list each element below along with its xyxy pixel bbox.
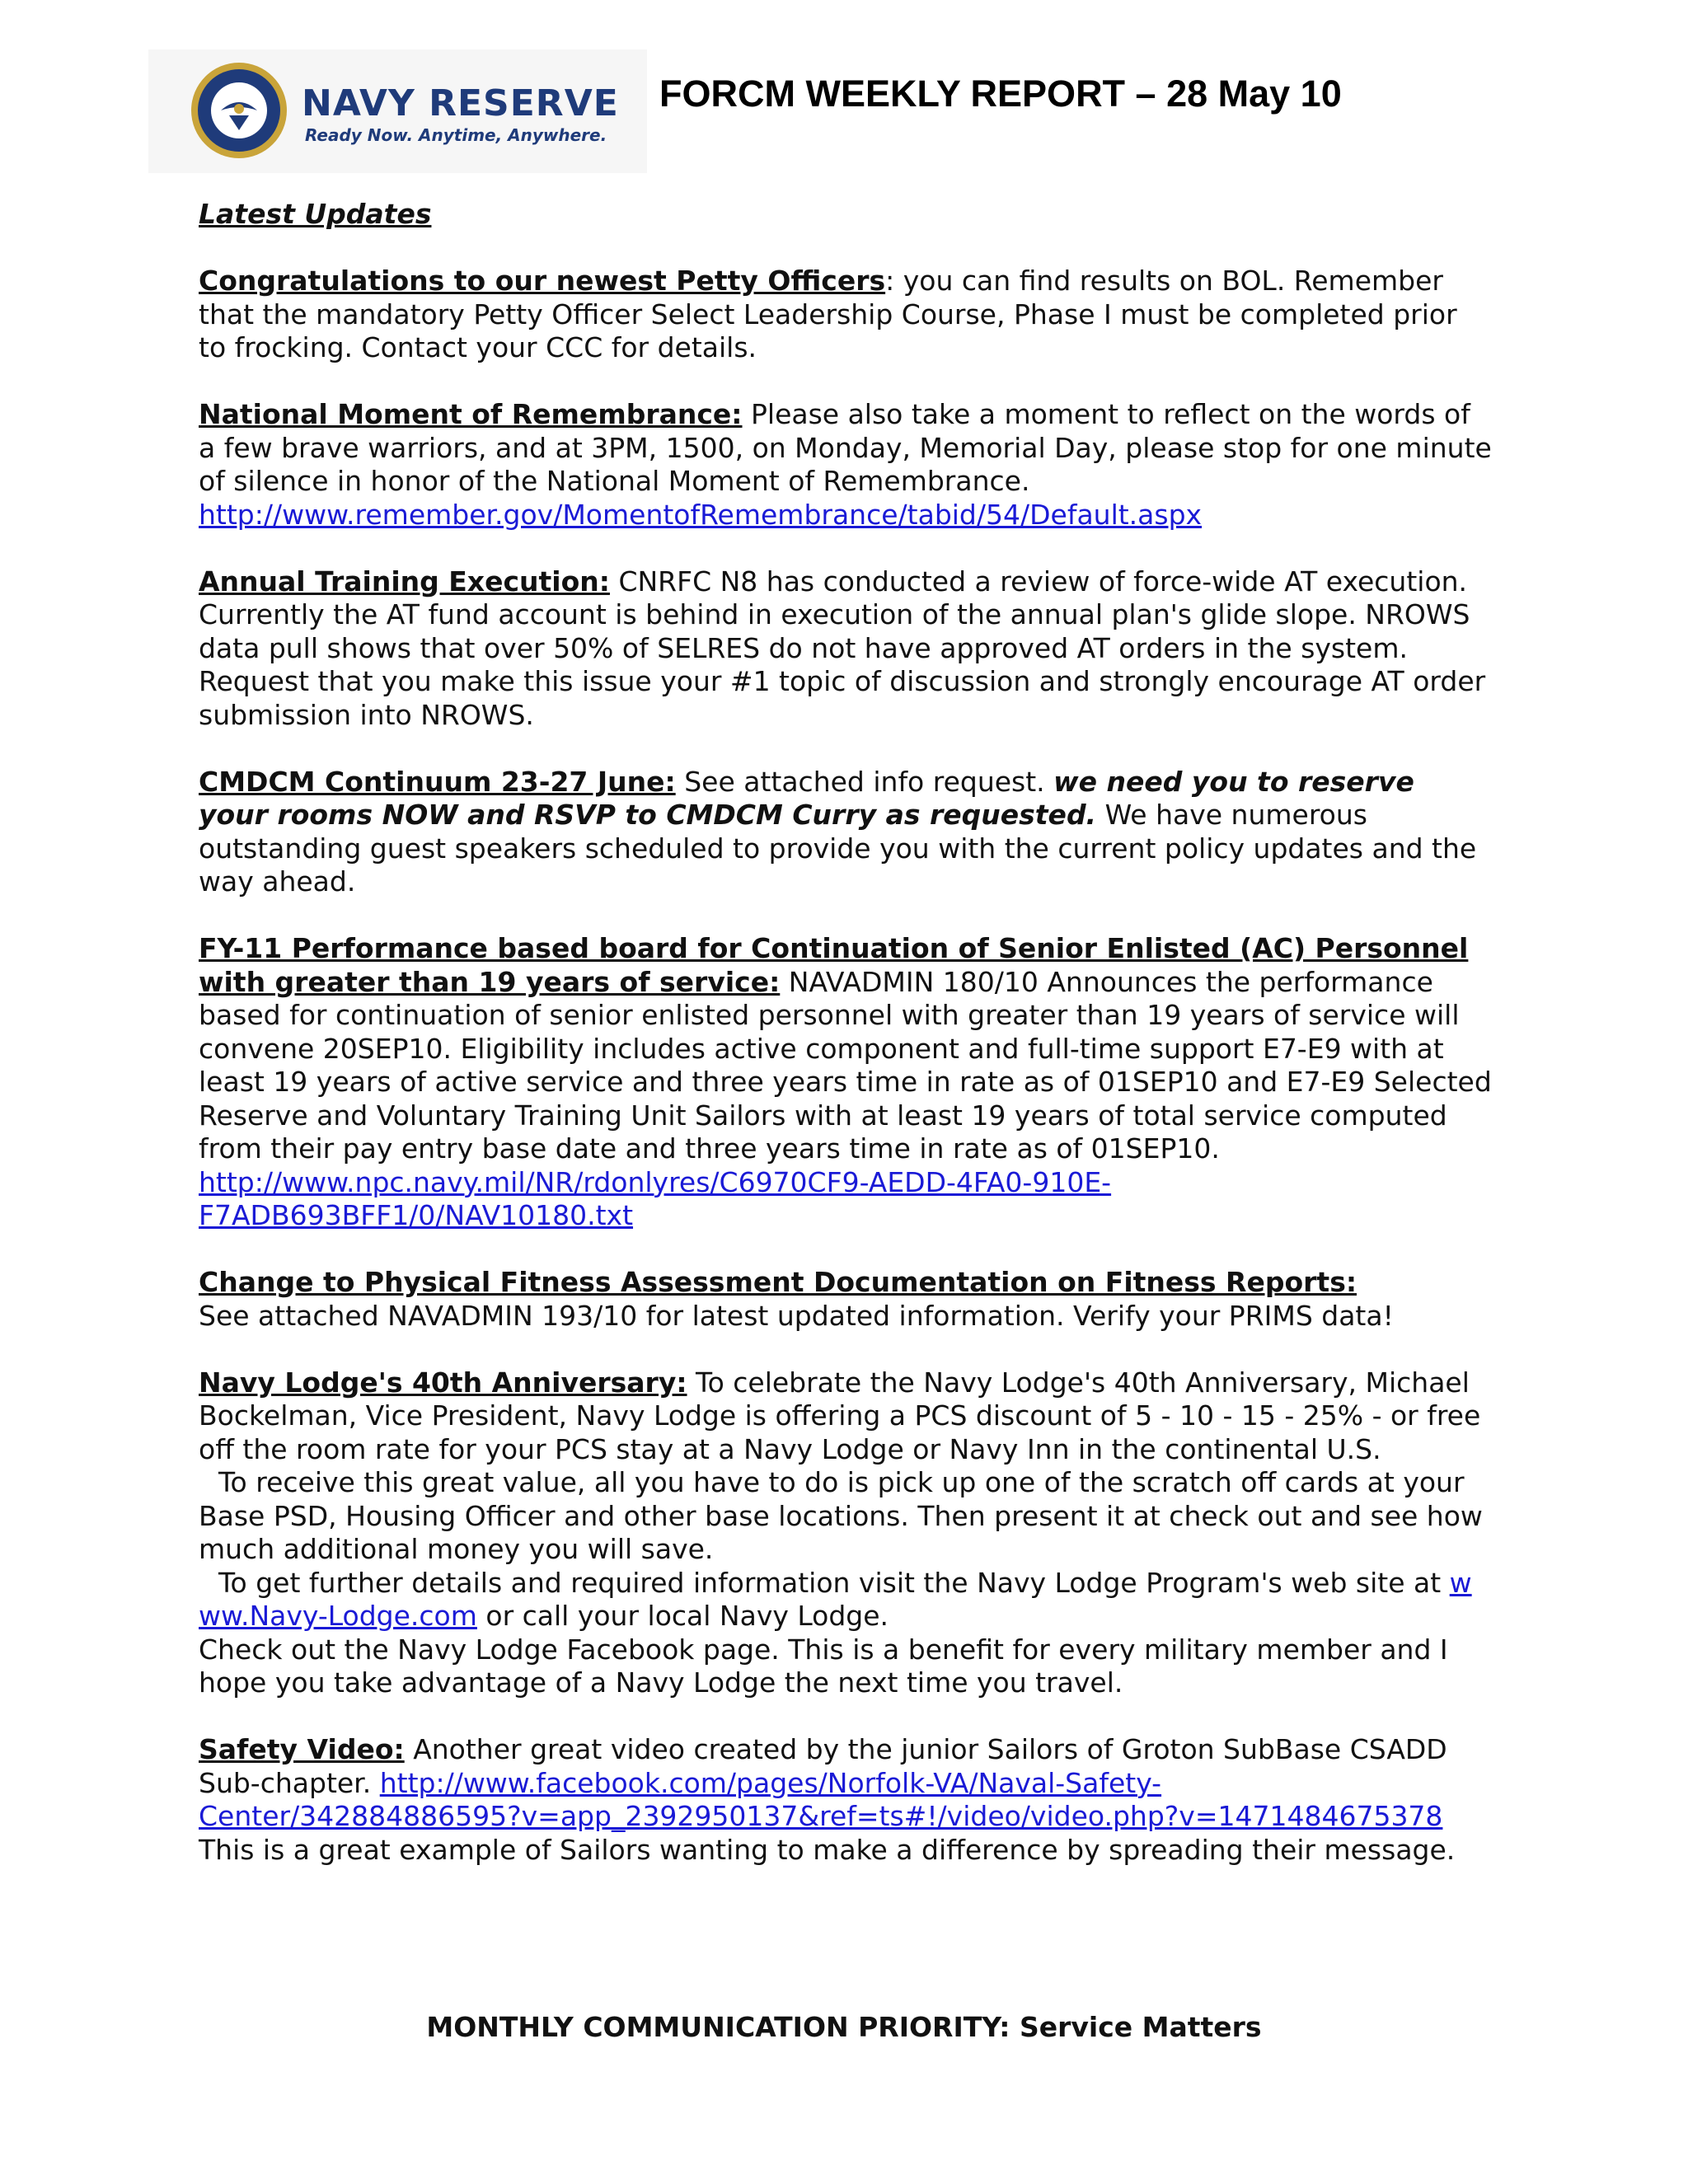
pfa-body: See attached NAVADMIN 193/10 for latest updated information. Verify your PRIMS data! [199, 1299, 1394, 1332]
remembrance-heading: National Moment of Remembrance: [199, 398, 743, 430]
training-heading: Annual Training Execution: [199, 565, 610, 598]
safety-paragraph [199, 1733, 1493, 1867]
safety-link-line-1[interactable]: http://www.facebook.com/pages/Norfolk-VA/Naval-Safety- [379, 1766, 1162, 1799]
fy11-body: NAVADMIN 180/10 Announces the performance based for continuation of senior enlisted personnel with greater than 19 years of service will convene 20SEP10. Eligibility includes active component and full-time support E7-E9 with at least 19 years of active service and three years time in rate as of 01SEP10 and E7-E9 Selected Reserve and Voluntary Training Unit Sailors with at least 19 years of total service computed from their pay entry base date and three years time in rate as of 01SEP10. [199, 965, 1492, 1165]
lodge-link[interactable]: www.Navy-Lodge.com [199, 1566, 1472, 1632]
section-title: Latest Updates [199, 198, 432, 230]
cmdcm-paragraph [199, 766, 1493, 899]
report-body [199, 198, 1493, 1900]
safety-body-1: Another great video created by the junior Sailors of Groton SubBase CSADD Sub-chapter. [199, 1733, 1447, 1799]
logo-title: NAVY RESERVE [302, 82, 619, 124]
lodge-body-2: To receive this great value, all you have to do is pick up one of the scratch off cards at your Base PSD, Housing Officer and other base locations. Then present it at check out and see how much additional money you will save. [199, 1466, 1483, 1565]
training-body: CNRFC N8 has conducted a review of force-wide AT execution. Currently the AT fund account is behind in execution of the annual plan's glide slope. NROWS data pull shows that over 50% of SELRES do not have approved AT orders in the system. Request that you make this issue your #1 topic of discussion and strongly encourage AT order submission into NROWS. [199, 565, 1486, 731]
congrats-heading: Congratulations to our newest Petty Officers [199, 265, 886, 297]
footer-priority: MONTHLY COMMUNICATION PRIORITY: Service Matters [426, 2011, 1262, 2043]
safety-heading: Safety Video: [199, 1733, 405, 1765]
cmdcm-heading: CMDCM Continuum 23-27 June: [199, 765, 676, 798]
lodge-body-5: Check out the Navy Lodge Facebook page. This is a benefit for every military member and I hope you take advantage of a Navy Lodge the next time you travel. [199, 1633, 1448, 1699]
navy-reserve-logo [148, 49, 647, 173]
logo-tagline: Ready Now. Anytime, Anywhere. [305, 125, 607, 145]
navy-seal-icon [190, 61, 288, 160]
fy11-heading: FY-11 Performance based board for Continuation of Senior Enlisted (AC) Personnel with greater than 19 years of service: [199, 932, 1469, 998]
lodge-heading: Navy Lodge's 40th Anniversary: [199, 1366, 687, 1399]
fy11-link-line-1[interactable]: http://www.npc.navy.mil/NR/rdonlyres/C6970CF9-AEDD-4FA0-910E- [199, 1165, 1112, 1198]
cmdcm-emphasis: we need you to reserve your rooms NOW and RSVP to CMDCM Curry as requested. [199, 765, 1414, 831]
cmdcm-body-2: We have numerous outstanding guest speakers scheduled to provide you with the current policy updates and the way ahead. [199, 799, 1477, 898]
lodge-body-3: To get further details and required information visit the Navy Lodge Program's web site at [218, 1566, 1450, 1599]
safety-link-line-2[interactable]: Center/342884886595?v=app_2392950137&ref=ts#!/video/video.php?v=1471484675378 [199, 1800, 1443, 1832]
fy11-paragraph [199, 932, 1493, 1233]
cmdcm-body-1: See attached info request. [675, 765, 1054, 798]
lodge-paragraph [199, 1366, 1493, 1700]
pfa-paragraph [199, 1266, 1493, 1333]
fy11-link-line-2[interactable]: F7ADB693BFF1/0/NAV10180.txt [199, 1199, 634, 1231]
congrats-body: : you can find results on BOL. Remember that the mandatory Petty Officer Select Leadership Course, Phase I must be completed prior to frocking. Contact your CCC for details. [199, 265, 1457, 363]
congrats-paragraph [199, 265, 1493, 365]
remembrance-body: Please also take a moment to reflect on the words of a few brave warriors, and at 3PM, 1500, on Monday, Memorial Day, please stop for one minute of silence in honor of the National Moment of Remembrance. [199, 398, 1492, 497]
training-paragraph [199, 565, 1493, 733]
pfa-heading: Change to Physical Fitness Assessment Documentation on Fitness Reports: [199, 1266, 1357, 1298]
lodge-body-1: To celebrate the Navy Lodge's 40th Anniversary, Michael Bockelman, Vice President, Navy Lodge is offering a PCS discount of 5 - 10 - 15 - 25% - or free off the room rate for your PCS stay at a Navy Lodge or Navy Inn in the continental U.S. [199, 1366, 1481, 1465]
report-title: FORCM WEEKLY REPORT – 28 May 10 [659, 73, 1342, 115]
lodge-line-1 [199, 1366, 1493, 1467]
lodge-line-3 [199, 1567, 1493, 1633]
remembrance-link[interactable]: http://www.remember.gov/MomentofRemembrance/tabid/54/Default.aspx [199, 498, 1203, 531]
safety-body-2: This is a great example of Sailors wanting to make a difference by spreading their message. [199, 1833, 1456, 1866]
lodge-body-4: or call your local Navy Lodge. [476, 1600, 889, 1632]
remembrance-paragraph [199, 398, 1493, 532]
